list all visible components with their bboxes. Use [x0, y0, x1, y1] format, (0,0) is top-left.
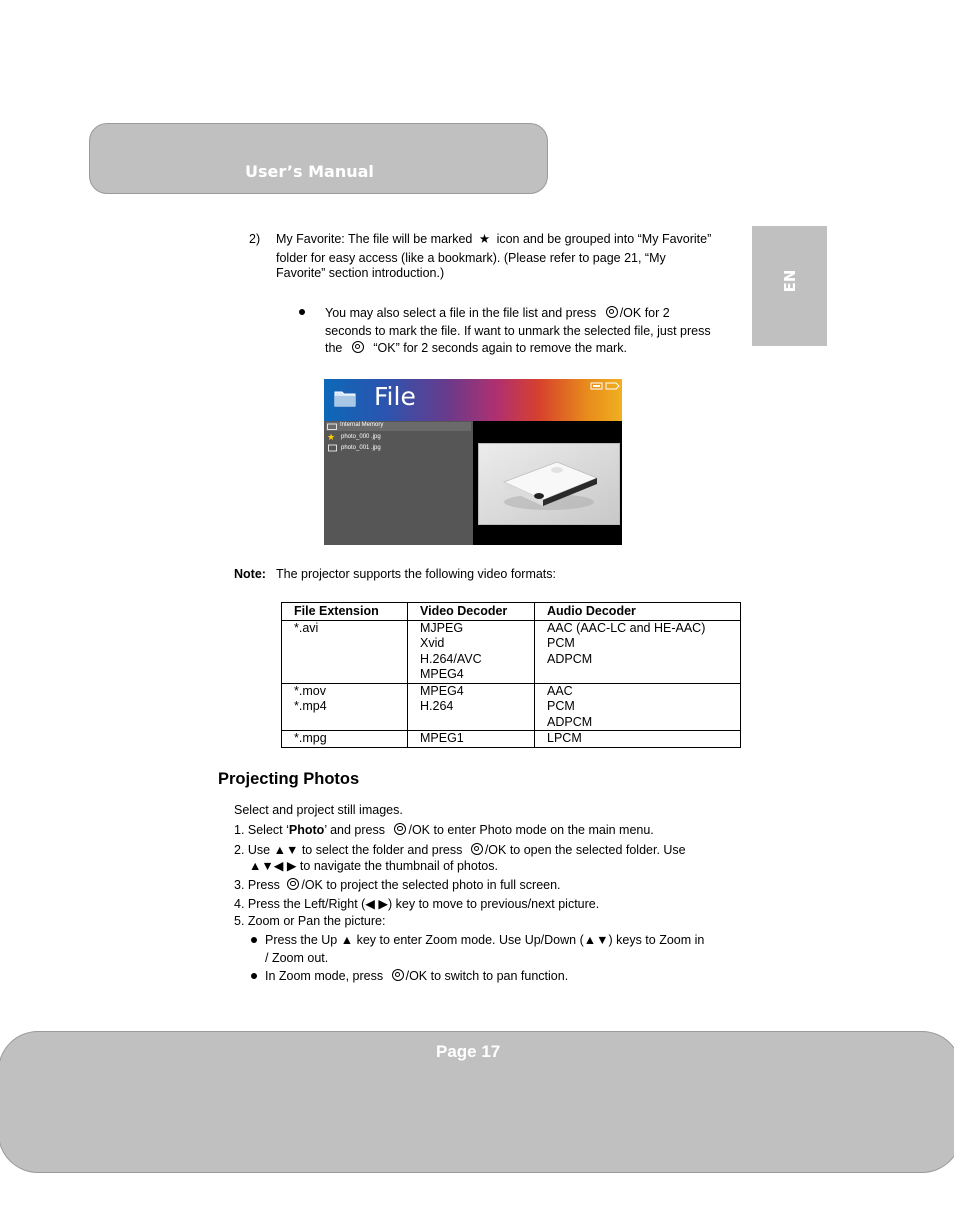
- note-text: The projector supports the following video formats:: [276, 567, 556, 581]
- ok-button-icon: [606, 306, 618, 318]
- table-row: [282, 731, 741, 748]
- table-cell: MPEG4 H.264: [408, 683, 535, 731]
- header-tab: [89, 123, 548, 194]
- folder-name: Internal Memory: [340, 422, 384, 428]
- folder-icon: [334, 389, 356, 407]
- step-1: 1. Select ‘Photo’ and press /OK to enter Photo mode on the main menu.: [234, 823, 654, 837]
- page-footer: [0, 1031, 954, 1173]
- page-number: Page 17: [436, 1042, 501, 1061]
- item2-line3: Favorite” section introduction.): [276, 266, 445, 280]
- video-format-table: [281, 602, 741, 748]
- favorite-star-icon: ★: [327, 432, 336, 442]
- file-menu-screenshot: [324, 379, 622, 545]
- table-row: [282, 683, 741, 731]
- ok-button-icon: [287, 878, 299, 890]
- star-icon: ★: [478, 232, 491, 246]
- table-cell: LPCM: [535, 731, 741, 748]
- sub-bullet-2: In Zoom mode, press /OK to switch to pan function.: [265, 969, 569, 983]
- file-item[interactable]: photo_000 .jpg: [341, 434, 381, 440]
- step-2-cont: ▲▼◀ ▶ to navigate the thumbnail of photos.: [249, 859, 498, 873]
- screen-banner: [324, 379, 622, 421]
- language-tab: [752, 226, 827, 346]
- status-icons: [590, 382, 620, 391]
- table-header-row: [282, 603, 741, 621]
- bullet-dot: [299, 309, 305, 315]
- bullet-dot: [251, 937, 257, 943]
- item2-line1: My Favorite: The file will be marked ★ icon and be grouped into “My Favorite”: [276, 232, 712, 246]
- table-cell: AAC (AAC-LC and HE-AAC) PCM ADPCM: [535, 620, 741, 683]
- ok-button-icon: [392, 969, 404, 981]
- column-header: File Extension: [282, 603, 408, 621]
- projector-image: [479, 444, 619, 524]
- bullet1-line2: seconds to mark the file. If want to unmark the selected file, just press: [325, 324, 711, 338]
- table-cell: *.avi: [282, 620, 408, 683]
- section-intro: Select and project still images.: [234, 803, 403, 817]
- folder-icon: [327, 423, 337, 430]
- step-5: 5. Zoom or Pan the picture:: [234, 914, 386, 928]
- step-2: 2. Use ▲▼ to select the folder and press /OK to open the selected folder. Use: [234, 843, 686, 857]
- table-cell: AAC PCM ADPCM: [535, 683, 741, 731]
- screen-title: File: [374, 382, 416, 411]
- ok-button-icon: [471, 843, 483, 855]
- table-cell: MPEG1: [408, 731, 535, 748]
- sub-bullet-1: Press the Up ▲ key to enter Zoom mode. Use Up/Down (▲▼) keys to Zoom in: [265, 933, 705, 947]
- table-cell: MJPEG Xvid H.264/AVC MPEG4: [408, 620, 535, 683]
- step-4: 4. Press the Left/Right (◀ ▶) key to move to previous/next picture.: [234, 897, 600, 911]
- section-heading: Projecting Photos: [218, 770, 360, 788]
- file-list-panel: [324, 421, 473, 545]
- step-3: 3. Press /OK to project the selected photo in full screen.: [234, 878, 561, 892]
- item-number: 2): [249, 232, 261, 246]
- bullet1-line3: the “OK” for 2 seconds again to remove the mark.: [325, 341, 627, 355]
- manual-title: User’s Manual: [245, 162, 374, 181]
- bullet1-line1: You may also select a file in the file list and press /OK for 2: [325, 306, 670, 320]
- bullet-dot: [251, 973, 257, 979]
- ok-button-icon: [352, 341, 364, 353]
- file-item[interactable]: photo_001 .jpg: [341, 445, 381, 451]
- table-row: [282, 620, 741, 683]
- column-header: Video Decoder: [408, 603, 535, 621]
- item2-line2: folder for easy access (like a bookmark). (Please refer to page 21, “My: [276, 251, 666, 265]
- file-icon: [328, 444, 337, 452]
- column-header: Audio Decoder: [535, 603, 741, 621]
- language-label: EN: [781, 269, 799, 293]
- table-cell: *.mpg: [282, 731, 408, 748]
- sub-bullet-1-cont: / Zoom out.: [265, 951, 329, 965]
- ok-button-icon: [394, 823, 406, 835]
- table-cell: *.mov *.mp4: [282, 683, 408, 731]
- photo-preview: [478, 443, 620, 525]
- note-label: Note:: [234, 567, 266, 581]
